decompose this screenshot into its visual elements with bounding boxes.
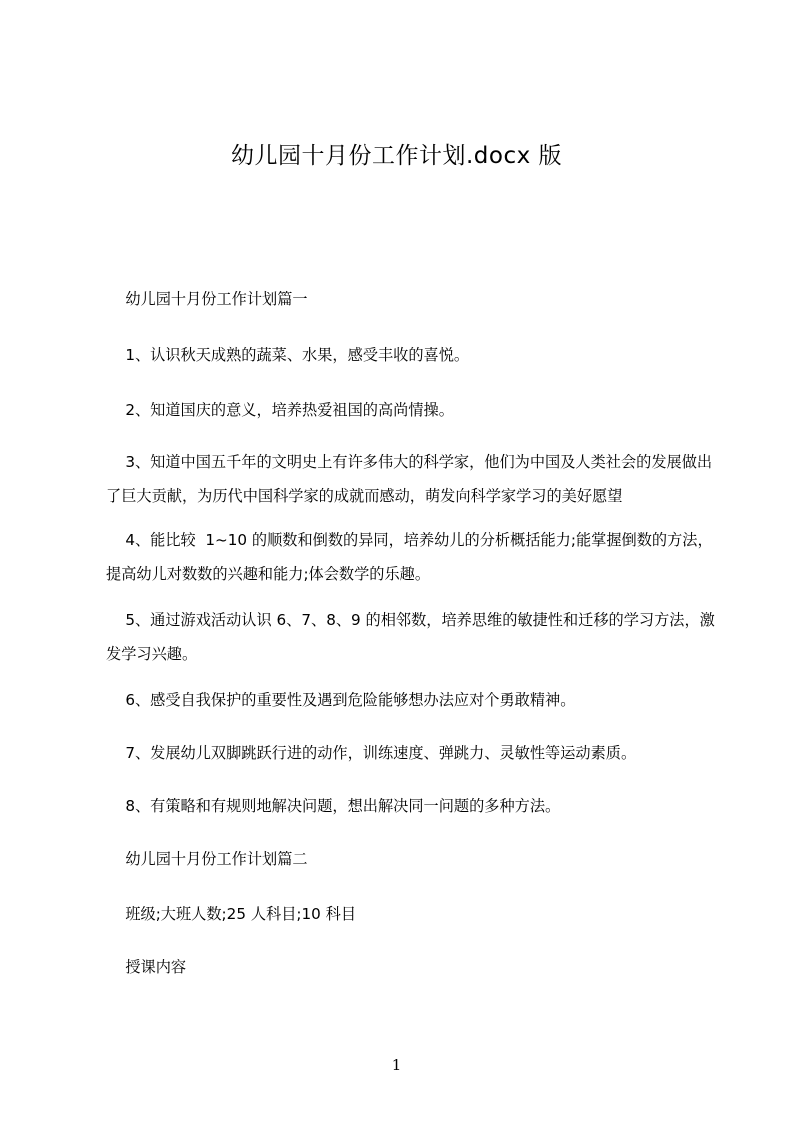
list-item-4: 4、能比较 1~10 的顺数和倒数的异同，培养幼儿的分析概括能力;能掌握倒数的方法，提高幼儿对数数的兴趣和能力;体会数学的乐趣。 — [106, 531, 713, 583]
section-heading-1: 幼儿园十月份工作计划篇一 — [106, 290, 308, 308]
document-title: 幼儿园十月份工作计划.docx 版 — [230, 143, 563, 169]
list-item-8: 8、有策略和有规则地解决问题，想出解决同一问题的多种方法。 — [106, 797, 561, 815]
list-item-2: 2、知道国庆的意义，培养热爱祖国的高尚情操。 — [106, 401, 454, 419]
list-item-7: 7、发展幼儿双脚跳跃行进的动作，训练速度、弹跳力、灵敏性等运动素质。 — [106, 744, 637, 762]
page-number: 1 — [391, 1056, 402, 1074]
list-item-5: 5、通过游戏活动认识 6、7、8、9 的相邻数，培养思维的敏捷性和迁移的学习方法，激发学习兴趣。 — [106, 611, 715, 663]
list-item-1: 1、认识秋天成熟的蔬菜、水果，感受丰收的喜悦。 — [106, 346, 470, 364]
teaching-content-label: 授课内容 — [106, 958, 187, 976]
list-item-6: 6、感受自我保护的重要性及遇到危险能够想办法应对个勇敢精神。 — [106, 691, 576, 709]
class-info: 班级;大班人数;25 人科目;10 科目 — [106, 905, 357, 923]
list-item-3: 3、知道中国五千年的文明史上有许多伟大的科学家，他们为中国及人类社会的发展做出了巨大贡献，为历代中国科学家的成就而感动，萌发向科学家学习的美好愿望 — [106, 453, 713, 505]
section-heading-2: 幼儿园十月份工作计划篇二 — [106, 850, 308, 868]
